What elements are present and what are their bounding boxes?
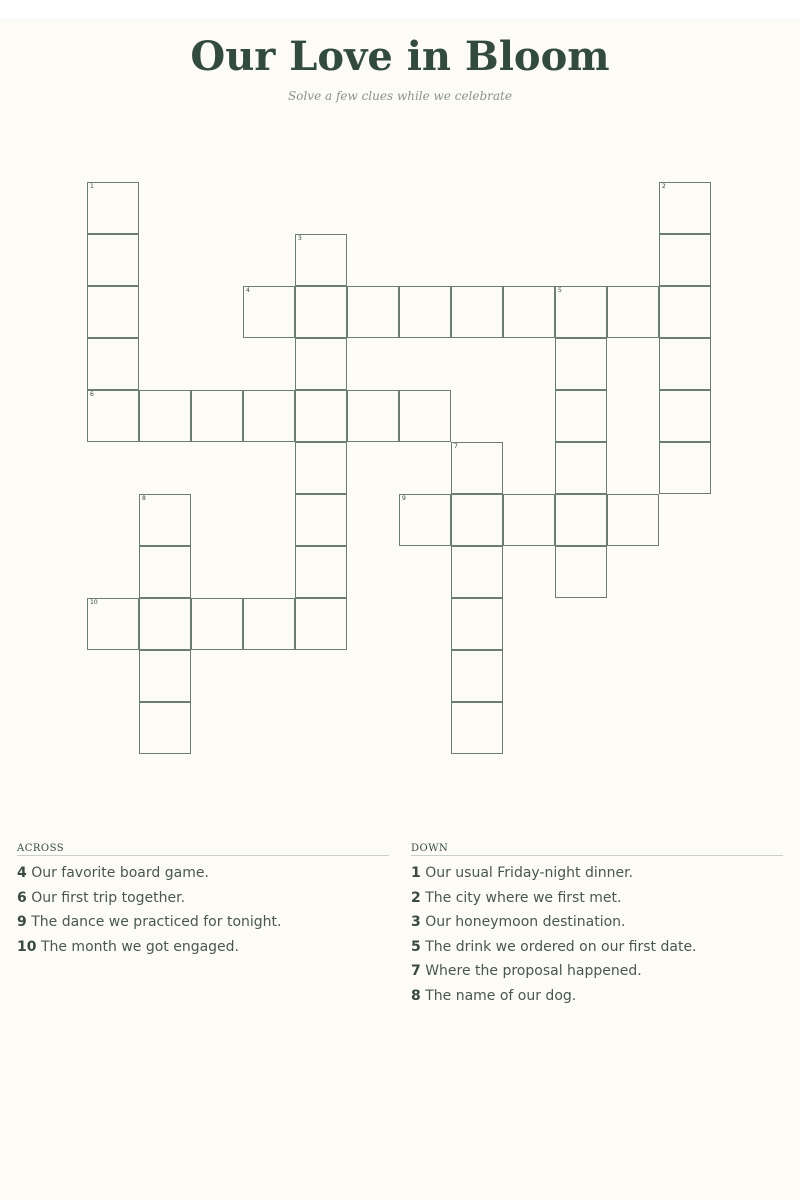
grid-cell[interactable] [659,234,711,286]
grid-cell[interactable] [139,494,191,546]
clue-text: The drink we ordered on our first date. [425,938,697,955]
grid-cell[interactable] [451,598,503,650]
grid-cell[interactable] [87,234,139,286]
grid-cell[interactable] [347,286,399,338]
grid-cell[interactable] [295,390,347,442]
grid-cell[interactable] [87,182,139,234]
grid-cell[interactable] [451,702,503,754]
across-clue [17,937,389,962]
down-clue [411,986,783,1011]
grid-cell[interactable] [243,598,295,650]
grid-cell[interactable] [139,546,191,598]
clue-number-label: 6 [90,391,94,398]
grid-cell[interactable] [191,390,243,442]
grid-cell[interactable] [399,494,451,546]
grid-cell[interactable] [295,494,347,546]
across-heading: ACROSS [17,843,389,856]
clue-number: 1 [411,865,421,881]
across-clue [17,888,389,913]
clue-number: 10 [17,938,37,955]
clue-number-label: 9 [402,495,406,502]
clue-text: Our honeymoon destination. [425,914,626,930]
grid-cell[interactable] [555,338,607,390]
down-clue [411,937,783,962]
grid-cell[interactable] [555,442,607,494]
grid-cell[interactable] [139,702,191,754]
grid-cell[interactable] [555,390,607,442]
grid-cell[interactable] [139,598,191,650]
grid-cell[interactable] [87,286,139,338]
down-clue [411,912,783,937]
grid-cell[interactable] [659,442,711,494]
clue-number-label: 2 [662,183,666,190]
grid-cell[interactable] [555,494,607,546]
grid-cell[interactable] [191,598,243,650]
clue-number-label: 10 [90,599,98,606]
clue-text: The dance we practiced for tonight. [31,914,282,930]
grid-cell[interactable] [607,286,659,338]
page-title: Our Love in Bloom [190,33,610,80]
clue-number: 4 [17,865,27,881]
grid-cell[interactable] [295,338,347,390]
clue-text: Our favorite board game. [31,865,209,881]
grid-cell[interactable] [451,442,503,494]
grid-cell[interactable] [347,390,399,442]
clue-number-label: 3 [298,235,302,242]
grid-cell[interactable] [451,546,503,598]
grid-cell[interactable] [659,390,711,442]
clue-number-label: 4 [246,287,250,294]
clue-text: The month we got engaged. [40,938,240,955]
grid-cell[interactable] [555,546,607,598]
grid-cell[interactable] [87,390,139,442]
grid-cell[interactable] [503,286,555,338]
grid-cell[interactable] [607,494,659,546]
puzzle-page [0,18,800,1200]
grid-cell[interactable] [295,442,347,494]
clue-number: 7 [411,963,421,979]
down-heading: DOWN [411,843,783,856]
clue-number-label: 7 [454,443,458,450]
grid-cell[interactable] [295,234,347,286]
down-clue [411,863,783,888]
clue-number: 6 [17,889,27,906]
page-subtitle: Solve a few clues while we celebrate [288,89,512,103]
crossword-grid [87,182,713,756]
clue-text: The name of our dog. [425,987,577,1004]
grid-cell[interactable] [399,390,451,442]
grid-cell[interactable] [87,598,139,650]
grid-cell[interactable] [451,286,503,338]
clue-text: Where the proposal happened. [425,963,642,979]
clue-number: 9 [17,914,27,930]
grid-cell[interactable] [503,494,555,546]
grid-cell[interactable] [659,286,711,338]
grid-cell[interactable] [295,546,347,598]
clue-number-label: 8 [142,495,146,502]
grid-cell[interactable] [139,650,191,702]
clue-text: Our first trip together. [31,889,186,906]
clue-text: Our usual Friday-night dinner. [425,865,634,881]
grid-cell[interactable] [295,286,347,338]
grid-cell[interactable] [399,286,451,338]
grid-cell[interactable] [451,494,503,546]
grid-cell[interactable] [243,390,295,442]
across-clue [17,912,389,937]
clue-text: The city where we first met. [425,889,622,906]
grid-cell[interactable] [555,286,607,338]
down-clues [411,843,783,1010]
grid-cell[interactable] [659,338,711,390]
clue-number: 8 [411,987,421,1004]
grid-cell[interactable] [451,650,503,702]
grid-cell[interactable] [87,338,139,390]
clue-number-label: 5 [558,287,562,294]
grid-cell[interactable] [243,286,295,338]
grid-cell[interactable] [659,182,711,234]
across-clues [17,843,389,961]
down-clue [411,888,783,913]
down-clue [411,961,783,986]
across-clue [17,863,389,888]
grid-cell[interactable] [139,390,191,442]
clue-number: 2 [411,889,421,906]
clue-number-label: 1 [90,183,94,190]
clue-number: 5 [411,938,421,955]
clue-number: 3 [411,914,421,930]
grid-cell[interactable] [295,598,347,650]
